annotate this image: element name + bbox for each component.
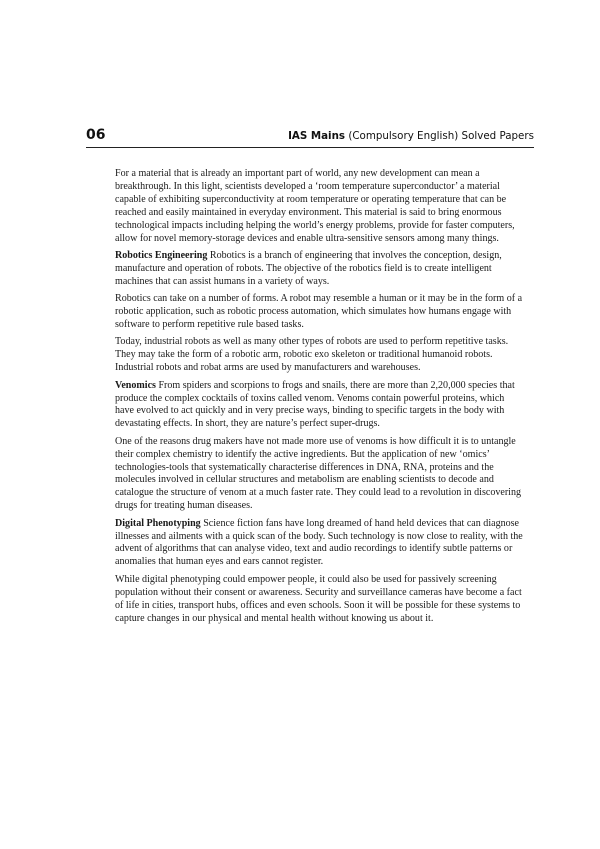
running-title [288, 130, 534, 142]
paragraph [115, 250, 525, 289]
paragraph [115, 574, 525, 626]
paragraph [115, 293, 525, 332]
page-header [86, 127, 534, 147]
paragraph [115, 336, 525, 375]
paragraph [115, 380, 525, 432]
paragraph-text: For a material that is already an important part of world, any new development can mean a breakthrough. In this light, scientists developed a ‘room temperature superconductor’ a material capable of exhibiting superconductivity at room temperature or operating temperature that can be reached and easily maintained in everyday environment. This material is said to bring enormous technological impacts including helping the world’s energy problems, provide for faster computers, allow for novel memory-storage devices and enable ultra-sensitive sensors among many things. [115, 168, 515, 244]
body-text [115, 168, 525, 630]
paragraph-text: From spiders and scorpions to frogs and snails, there are more than 2,20,000 species that produce the complex cocktails of toxins called venom. Venoms contain powerful proteins, which have evolved to act quickly and in very precise ways, binding to specific targets in the body with devastating effects. In short, they are nature’s perfect super-drugs. [115, 379, 515, 430]
running-title-rest: (Compulsory English) Solved Papers [345, 130, 534, 142]
paragraph-term: Robotics Engineering [115, 249, 208, 261]
paragraph [115, 436, 525, 513]
paragraph-term: Digital Phenotyping [115, 517, 201, 529]
header-rule [86, 147, 534, 148]
paragraph-text: Robotics is a branch of engineering that involves the conception, design, manufacture and operation of robots. The objective of the robotics field is to create intelligent machines that can assist humans in a variety of ways. [115, 249, 502, 287]
running-title-bold: IAS Mains [288, 130, 346, 142]
paragraph [115, 518, 525, 570]
paragraph-text: Robotics can take on a number of forms. A robot may resemble a human or it may be in the form of a robotic application, such as robotic process automation, which simulates how humans engage with software to perform repetitive rule based tasks. [115, 293, 523, 330]
paragraph-text: One of the reasons drug makers have not made more use of venoms is how difficult it is to untangle their complex chemistry to identify the active ingredients. But the application of new ‘omics’ technologies-tools that systematically characterise differences in DNA, RNA, proteins and the molecules involved in cellular structures and metabolism are enabling scientists to decode and catalogue the structure of venom at a much faster rate. They could lead to a revolution in discovering drugs for treating human diseases. [115, 435, 522, 512]
paragraph-text: Science fiction fans have long dreamed of hand held devices that can diagnose illnesses and ailments with a quick scan of the body. Such technology is now close to reality, with the advent of algorithms that can analyse video, text and audio recordings to identify subtle patterns or anomalies that human eyes and ears cannot register. [115, 517, 523, 568]
paragraph-text: While digital phenotyping could empower people, it could also be used for passively screening population without their consent or awareness. Security and surveillance cameras have become a fact of life in cities, transport hubs, offices and even schools. Soon it will be possible for these systems to capture changes in our physical and mental health without knowing us about it. [115, 573, 522, 624]
paragraph-text: Today, industrial robots as well as many other types of robots are used to perform repetitive tasks. They may take the form of a robotic arm, robotic exo skeleton or traditional humanoid robots. Industrial robots and robat arms are used by manufacturers and warehouses. [115, 336, 509, 374]
paragraph-term: Venomics [115, 379, 156, 391]
paragraph [115, 168, 525, 245]
page-number: 06 [86, 127, 106, 143]
